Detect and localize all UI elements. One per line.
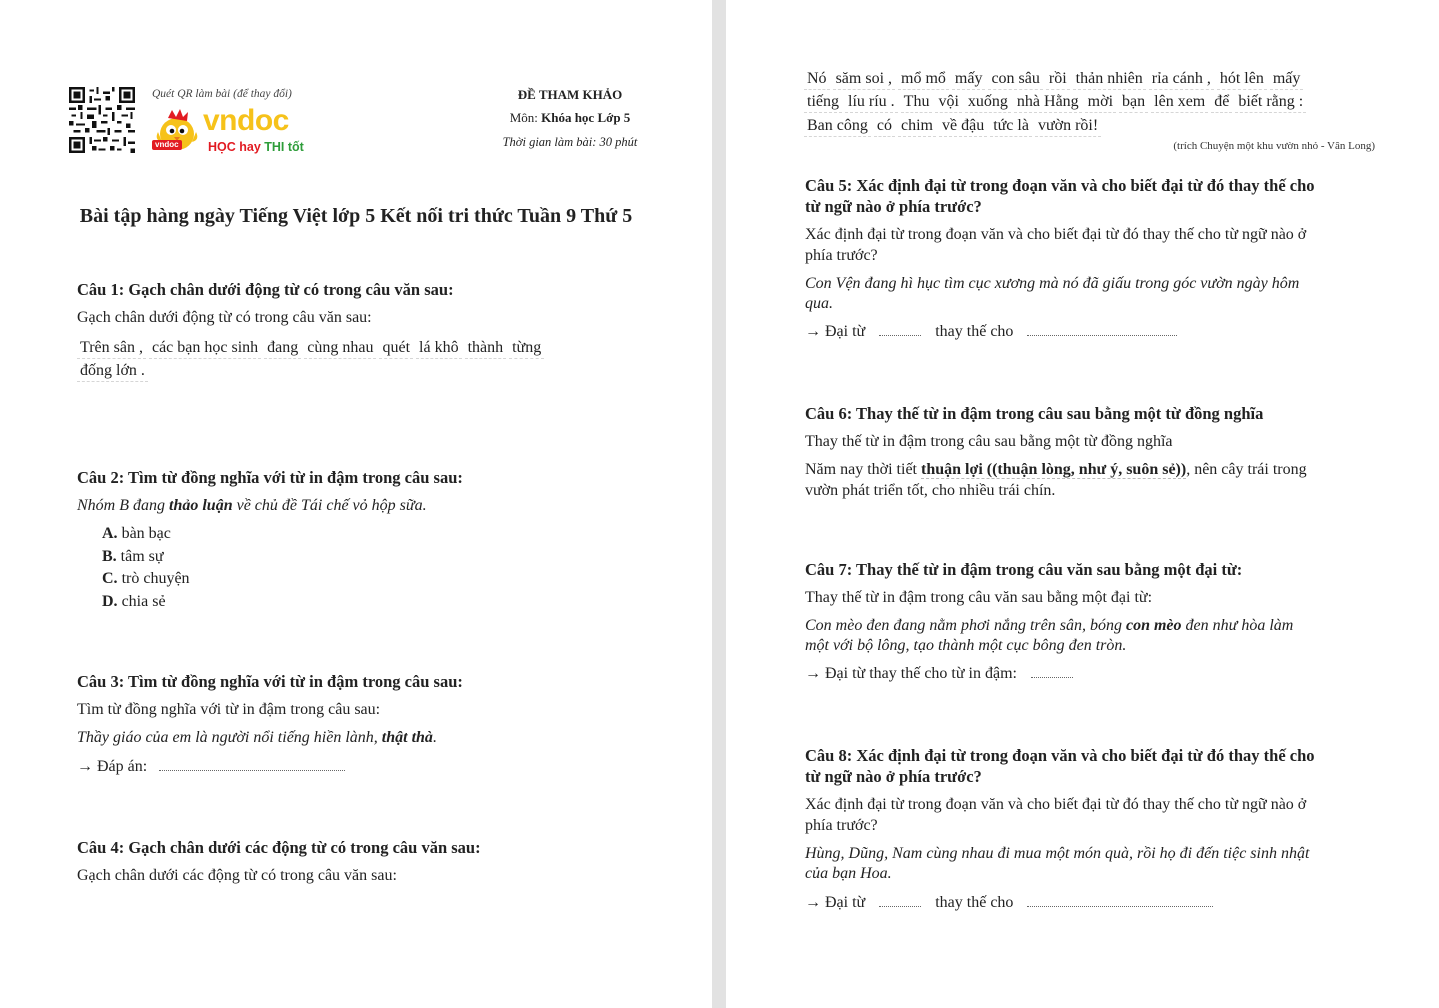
q1-word-row-2	[77, 359, 151, 382]
q8-prompt-line-1: Xác định đại từ trong đoạn văn và cho biết đại từ đó thay thế cho từ ngữ nào ở	[805, 796, 1307, 813]
subject-line	[440, 110, 700, 126]
q8-answer-label: → Đại từ	[805, 894, 866, 911]
q4-word[interactable]: chim	[898, 116, 936, 137]
q4-word[interactable]: tiếng	[804, 92, 842, 113]
q3-sentence-post: .	[432, 729, 437, 746]
q1-word[interactable]: cùng nhau	[304, 338, 376, 359]
q3-answer-line	[77, 756, 345, 777]
q4-word[interactable]: Thu	[901, 92, 933, 113]
vndoc-logo	[150, 106, 320, 160]
q6-sentence-post: , nên cây trái trong	[1186, 461, 1307, 478]
q5-title-line-1: Câu 5: Xác định đại từ trong đoạn văn và cho biết đại từ đó thay thế cho	[805, 176, 1315, 195]
subject-name: Khóa học Lớp 5	[541, 110, 631, 125]
q3-answer-label: → Đáp án:	[77, 758, 148, 775]
q4-word[interactable]: về đậu	[939, 116, 987, 137]
q7-answer-label: → Đại từ thay thế cho từ in đậm:	[805, 665, 1017, 682]
q4-word[interactable]: Nó	[804, 69, 830, 90]
q6-bold-word[interactable]: thuận lợi ((thuận lòng, như ý, suôn sẻ))	[921, 461, 1187, 478]
q4-word[interactable]: xuống	[965, 92, 1011, 113]
q4-word[interactable]: Ban công	[804, 116, 871, 137]
q5-title-line-2: từ ngữ nào ở phía trước?	[805, 197, 982, 216]
qr-caption: Quét QR làm bài (để thay đổi)	[152, 88, 292, 100]
q3-sentence-pre: Thầy giáo của em là người nổi tiếng hiền lành,	[77, 729, 382, 746]
logo-wordmark: vndoc	[203, 104, 289, 137]
q5-answer-label: → Đại từ	[805, 323, 866, 340]
subject-prefix: Môn:	[509, 110, 542, 125]
q1-word[interactable]: thành	[465, 338, 507, 359]
q4-word[interactable]: tức là	[990, 116, 1032, 137]
q4-word[interactable]: mổ mổ	[898, 69, 949, 90]
option-key: C.	[102, 570, 118, 587]
exam-label: ĐỀ THAM KHẢO	[517, 87, 623, 102]
page-right	[726, 0, 1439, 1008]
logo-small-badge: vndoc	[152, 140, 182, 150]
q1-word[interactable]: từng	[509, 338, 544, 359]
q5-sentence-line-1: Con Vện đang hì hục tìm cục xương mà nó đã giấu trong góc vườn ngày hôm	[805, 275, 1300, 292]
q7-sentence-pre: Con mèo đen đang nằm phơi nắng trên sân, bóng	[805, 617, 1126, 634]
q1-word[interactable]: đang	[264, 338, 301, 359]
option-text: bàn bạc	[121, 525, 171, 542]
q3-sentence	[77, 727, 437, 748]
q8-answer-line	[805, 892, 1213, 913]
option-text: tâm sự	[120, 547, 164, 565]
q3-prompt: Tìm từ đồng nghĩa với từ in đậm trong câu sau:	[77, 701, 381, 718]
q4-word[interactable]: nhà Hằng	[1014, 92, 1082, 113]
time-limit: Thời gian làm bài: 30 phút	[502, 135, 638, 149]
q5-prompt-line-1: Xác định đại từ trong đoạn văn và cho biết đại từ đó thay thế cho từ ngữ nào ở	[805, 226, 1307, 243]
q6-sentence-pre: Năm nay thời tiết	[805, 461, 921, 478]
q7-answer-blank[interactable]	[1031, 664, 1073, 678]
q6-title: Câu 6: Thay thế từ in đậm trong câu sau bằng một từ đồng nghĩa	[805, 404, 1264, 423]
qr-code-icon[interactable]	[69, 87, 135, 153]
q1-word[interactable]: lá khô	[416, 338, 462, 359]
q1-word[interactable]: đống lớn .	[77, 361, 148, 382]
q2-options	[102, 523, 190, 613]
q2-sentence-pre: Nhóm B đang	[77, 497, 169, 514]
q6-prompt: Thay thế từ in đậm trong câu sau bằng một từ đồng nghĩa	[805, 433, 1173, 450]
q2-sentence-post: về chủ đề Tái chế vỏ hộp sữa.	[232, 497, 427, 514]
q2-sentence	[77, 495, 427, 516]
q8-replaced-blank[interactable]	[1027, 893, 1213, 907]
q1-word[interactable]: quét	[379, 338, 413, 359]
q3-bold-word: thật thà	[381, 729, 433, 746]
q4-word-row-2	[804, 90, 1309, 113]
q8-sentence-line-1: Hùng, Dũng, Nam cùng nhau đi mua một món quà, rồi họ đi đến tiệc sinh nhật	[805, 845, 1310, 862]
logo-slogan	[208, 140, 304, 155]
q5-prompt-line-2: phía trước?	[805, 247, 878, 264]
q4-word[interactable]: lên xem	[1151, 92, 1208, 113]
q4-word[interactable]: rỉa cánh ,	[1149, 69, 1214, 90]
q5-pronoun-blank[interactable]	[879, 322, 921, 336]
q1-word-row-1	[77, 336, 547, 359]
q6-sentence-line-2: vườn phát triển tốt, cho nhiều trái chín.	[805, 482, 1056, 499]
option-text: trò chuyện	[121, 570, 190, 587]
page-gutter	[712, 0, 726, 1008]
option-key: B.	[102, 547, 117, 565]
q4-source: (trích Chuyện một khu vườn nhỏ - Vân Long)	[1173, 140, 1375, 152]
q2-option-a[interactable]	[102, 523, 190, 546]
q4-word-row-3	[804, 114, 1104, 137]
q1-word[interactable]: Trên sân ,	[77, 338, 146, 359]
q7-title: Câu 7: Thay thế từ in đậm trong câu văn sau bằng một đại từ:	[805, 560, 1243, 579]
q2-bold-word: thảo luận	[169, 497, 233, 514]
q8-title-line-2: từ ngữ nào ở phía trước?	[805, 767, 982, 786]
option-key: A.	[102, 525, 118, 542]
page-left	[0, 0, 712, 1008]
q5-replaced-blank[interactable]	[1027, 322, 1177, 336]
q1-word[interactable]: các bạn học sinh	[149, 338, 261, 359]
q8-pronoun-blank[interactable]	[879, 893, 921, 907]
q2-title: Câu 2: Tìm từ đồng nghĩa với từ in đậm trong câu sau:	[77, 468, 463, 487]
q2-option-b[interactable]	[102, 546, 190, 569]
q4-word[interactable]: mấy	[952, 69, 986, 90]
page-title: Bài tập hàng ngày Tiếng Việt lớp 5 Kết nối tri thức Tuần 9 Thứ 5	[79, 205, 633, 227]
q2-option-d[interactable]	[102, 591, 190, 614]
q8-replace-label: thay thế cho	[935, 894, 1014, 911]
q4-prompt: Gạch chân dưới các động từ có trong câu văn sau:	[77, 867, 397, 884]
q6-sentence-line-1	[805, 459, 1307, 480]
q4-title: Câu 4: Gạch chân dưới các động từ có trong câu văn sau:	[77, 838, 481, 857]
q4-word[interactable]: hót lên	[1217, 69, 1267, 90]
q4-word[interactable]: vườn rồi!	[1035, 116, 1101, 137]
q7-bold-word: con mèo	[1125, 617, 1182, 634]
q7-prompt: Thay thế từ in đậm trong câu văn sau bằng một đại từ:	[805, 589, 1153, 606]
q2-option-c[interactable]	[102, 568, 190, 591]
q4-word[interactable]: có	[874, 116, 895, 137]
q4-word[interactable]: để	[1211, 92, 1232, 113]
q4-word[interactable]: con sâu	[988, 69, 1042, 90]
q4-word-row-1	[804, 67, 1306, 90]
q5-answer-line	[805, 321, 1177, 342]
q5-sentence-line-2: qua.	[805, 295, 833, 312]
q1-prompt: Gạch chân dưới động từ có trong câu văn sau:	[77, 309, 372, 326]
q8-title-line-1: Câu 8: Xác định đại từ trong đoạn văn và cho biết đại từ đó thay thế cho	[805, 746, 1315, 765]
q4-word[interactable]: săm soi ,	[833, 69, 895, 90]
q3-title: Câu 3: Tìm từ đồng nghĩa với từ in đậm trong câu sau:	[77, 672, 463, 691]
logo-slogan-a: HỌC hay	[208, 140, 265, 154]
q4-word[interactable]: mời	[1085, 92, 1116, 113]
q3-answer-blank[interactable]	[159, 757, 345, 771]
option-text: chia sẻ	[121, 592, 166, 610]
q4-word[interactable]: thản nhiên	[1073, 69, 1146, 90]
option-key: D.	[102, 592, 118, 610]
q7-answer-line	[805, 663, 1073, 684]
q1-title: Câu 1: Gạch chân dưới động từ có trong câu văn sau:	[77, 280, 454, 299]
q4-word[interactable]: rồi	[1046, 69, 1070, 90]
q4-word[interactable]: vội	[935, 92, 961, 113]
q4-word[interactable]: bạn	[1119, 92, 1148, 113]
q4-word[interactable]: biết rằng :	[1235, 92, 1306, 113]
q4-word[interactable]: líu ríu .	[845, 92, 898, 113]
q8-prompt-line-2: phía trước?	[805, 817, 878, 834]
q5-replace-label: thay thế cho	[935, 323, 1014, 340]
q7-sentence-line-1	[805, 615, 1293, 636]
q8-sentence-line-2: của bạn Hoa.	[805, 865, 892, 882]
q7-sentence-post: đen như hòa làm	[1181, 617, 1294, 634]
q7-sentence-line-2: một với bộ lông, tạo thành một cục bông đen tròn.	[805, 637, 1127, 654]
logo-slogan-b: THI tốt	[264, 140, 304, 154]
q4-word[interactable]: mấy	[1270, 69, 1304, 90]
